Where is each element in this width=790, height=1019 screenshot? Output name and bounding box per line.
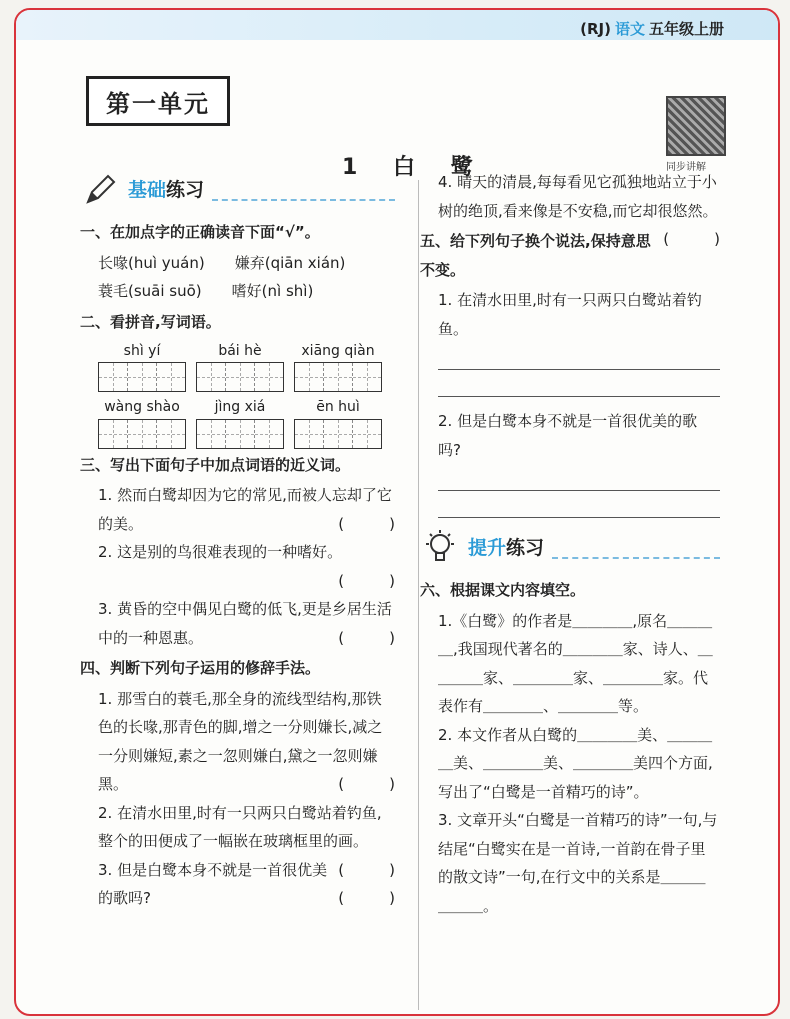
q3-title: 三、写出下面句子中加点词语的近义词。 bbox=[80, 455, 351, 474]
word-group: shì yí bbox=[98, 340, 186, 392]
answer-paren[interactable]: ( ) bbox=[338, 889, 395, 908]
q2-title: 二、看拼音,写词语。 bbox=[80, 312, 221, 331]
q4-title: 四、判断下列句子运用的修辞手法。 bbox=[80, 659, 321, 678]
pencil-icon bbox=[80, 170, 120, 210]
q3-item: 2. 这是别的鸟很难表现的一种嗜好。 ( ) bbox=[80, 538, 395, 595]
right-column bbox=[420, 168, 720, 920]
q6-item: 1.《白鹭》的作者是＿＿＿＿,原名＿＿＿＿,我国现代著名的＿＿＿＿家、诗人、＿＿＿＿家、＿＿＿＿家、＿＿＿＿家。代表作有＿＿＿＿、＿＿＿＿等。 bbox=[438, 611, 713, 715]
writing-grid[interactable] bbox=[98, 419, 186, 449]
answer-paren[interactable]: ( ) bbox=[338, 628, 395, 647]
section-basic-line bbox=[212, 179, 395, 201]
q2-row2 bbox=[98, 396, 395, 448]
writing-grid[interactable] bbox=[98, 362, 186, 392]
q6-title: 六、根据课文内容填空。 bbox=[420, 581, 586, 599]
writing-grid[interactable] bbox=[294, 362, 382, 392]
lesson-title: 1 白 鹭 bbox=[342, 155, 487, 180]
q6-item: 2. 本文作者从白鹭的＿＿＿＿美、＿＿＿＿美、＿＿＿＿美、＿＿＿＿美四个方面,写出了“白鹭是一首精巧的诗”。 bbox=[438, 725, 713, 801]
answer-paren[interactable]: ( ) bbox=[338, 775, 395, 794]
lightbulb-icon bbox=[420, 528, 460, 568]
q5-item: 2. 但是白鹭本身不就是一首很优美的歌吗? bbox=[438, 412, 698, 459]
column-divider bbox=[418, 180, 419, 1010]
word-group: jìng xiá bbox=[196, 396, 284, 448]
answer-line[interactable] bbox=[438, 464, 720, 491]
q5-item: 1. 在清水田里,时有一只两只白鹭站着钓鱼。 bbox=[438, 291, 702, 338]
header-subject: 语文 bbox=[614, 20, 645, 38]
section-basic bbox=[80, 168, 395, 212]
unit-title: 第一单元 bbox=[86, 76, 230, 126]
qr-label: 同步讲解 bbox=[666, 162, 706, 173]
q4-item4: 4. 晴天的清晨,每每看见它孤独地站立于小树的绝顶,看来像是不安稳,而它却很悠然。 ( ) bbox=[420, 168, 720, 225]
writing-grid[interactable] bbox=[196, 362, 284, 392]
header-prefix: (RJ) bbox=[580, 20, 611, 38]
q4-item: 1. 那雪白的蓑毛,那全身的流线型结构,那铁色的长喙,那青色的脚,增之一分则嫌长,减之一分则嫌短,素之一忽则嫌白,黛之一忽则嫌黑。 ( ) bbox=[80, 685, 395, 799]
q2-row1 bbox=[98, 340, 395, 392]
q3-item: 3. 黄昏的空中偶见白鹭的低飞,更是乡居生活中的一种恩惠。 ( ) bbox=[80, 595, 395, 652]
answer-paren[interactable]: ( ) bbox=[663, 230, 720, 248]
left-column bbox=[80, 168, 395, 913]
answer-paren[interactable]: ( ) bbox=[338, 860, 395, 879]
answer-paren[interactable]: ( ) bbox=[338, 571, 395, 590]
section-advanced bbox=[420, 526, 720, 570]
writing-grid[interactable] bbox=[294, 419, 382, 449]
writing-grid[interactable] bbox=[196, 419, 284, 449]
section-advanced-title: 提升练习 bbox=[468, 536, 545, 559]
q4-item: 2. 在清水田里,时有一只两只白鹭站着钓鱼,整个的田便成了一幅嵌在玻璃框里的画。 ( ) bbox=[80, 799, 395, 856]
q1-title: 一、在加点字的正确读音下面“√”。 bbox=[80, 223, 320, 241]
q5-title: 五、给下列句子换个说法,保持意思不变。 bbox=[420, 232, 651, 279]
answer-paren[interactable]: ( ) bbox=[338, 514, 395, 533]
word-group: wàng shào bbox=[98, 396, 186, 448]
word-group: xiāng qiàn bbox=[294, 340, 382, 392]
q1-row1: 长喙(huì yuán) 嫌弃(qiān xián) bbox=[98, 253, 346, 272]
section-basic-title: 基础练习 bbox=[128, 178, 205, 201]
answer-line[interactable] bbox=[438, 343, 720, 370]
q3-item: 1. 然而白鹭却因为它的常见,而被人忘却了它的美。 ( ) bbox=[80, 481, 395, 538]
q1-row2: 蓑毛(suāi suō) 嗜好(nì shì) bbox=[98, 282, 314, 300]
answer-line[interactable] bbox=[438, 491, 720, 518]
q4-item: 3. 但是白鹭本身不就是一首很优美的歌吗? ( ) bbox=[80, 856, 395, 913]
qr-code-icon[interactable] bbox=[666, 96, 726, 156]
header-grade: 五年级上册 bbox=[648, 20, 724, 38]
q6-item: 3. 文章开头“白鹭是一首精巧的诗”一句,与结尾“白鹭实在是一首诗,一首韵在骨子里的散文诗”一句,在行文中的关系是＿＿＿＿＿＿。 bbox=[438, 811, 718, 915]
word-group: bái hè bbox=[196, 340, 284, 392]
section-advanced-line bbox=[552, 537, 720, 559]
word-group: ēn huì bbox=[294, 396, 382, 448]
page-header bbox=[580, 18, 724, 39]
answer-line[interactable] bbox=[438, 370, 720, 397]
